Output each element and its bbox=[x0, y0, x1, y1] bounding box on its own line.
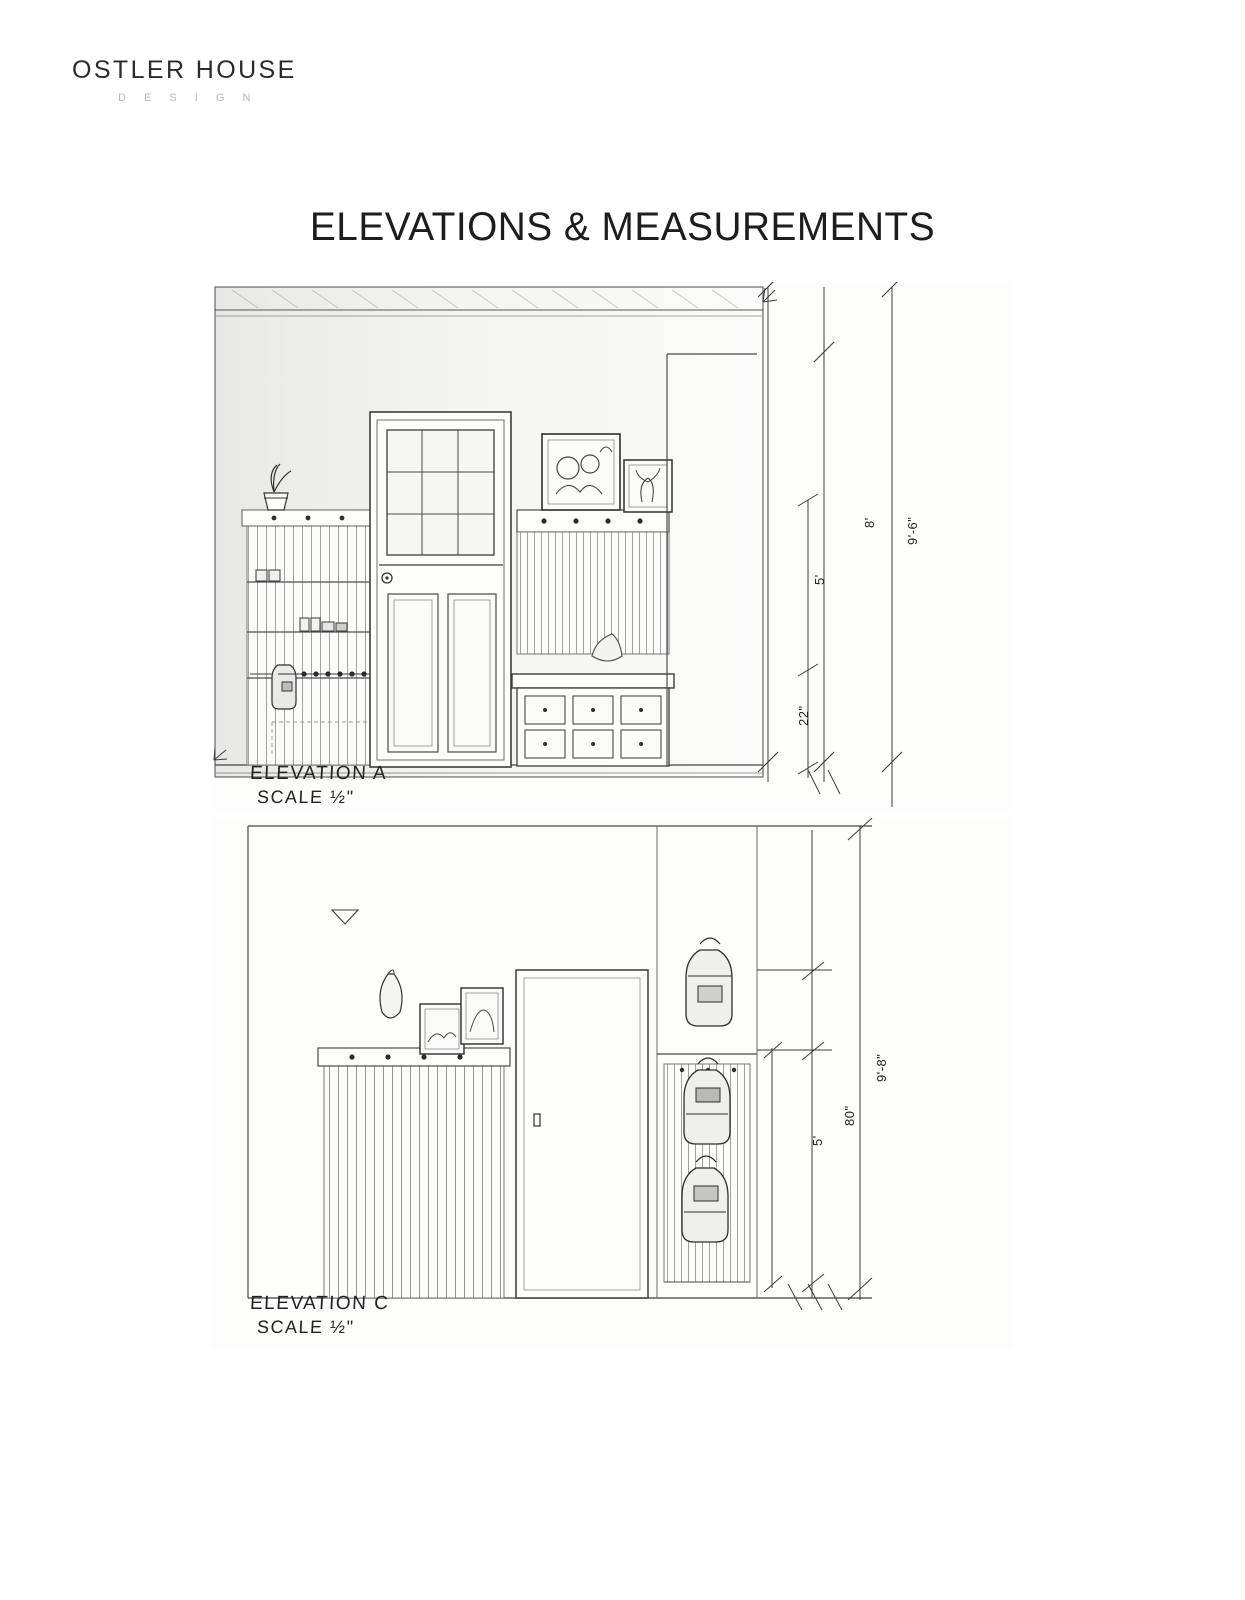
dim-a-bench-height: 22" bbox=[796, 705, 811, 726]
dim-c-ceiling-height: 80" bbox=[842, 1105, 857, 1126]
elevation-a-scale: SCALE ½" bbox=[256, 787, 355, 807]
brand-name: OSTLER HOUSE bbox=[72, 56, 297, 84]
interior-door bbox=[516, 970, 648, 1298]
brand-subtitle: D E S I G N bbox=[118, 92, 258, 104]
elevation-c-scale: SCALE ½" bbox=[256, 1317, 355, 1337]
elevation-c-label: ELEVATION C bbox=[249, 1293, 390, 1314]
hanging-hat bbox=[380, 970, 402, 1018]
page-title: ELEVATIONS & MEASUREMENTS bbox=[309, 205, 936, 249]
dim-c-hook-height: 5' bbox=[810, 1135, 825, 1146]
elevation-c-drawing bbox=[212, 818, 1012, 1348]
glass-panel-door bbox=[370, 412, 511, 767]
dimension-lines-c bbox=[757, 818, 872, 1310]
framed-art-pair bbox=[420, 988, 503, 1054]
dim-a-shelf-height: 5' bbox=[812, 574, 827, 585]
elevation-a-caption bbox=[250, 763, 387, 808]
framed-art-small bbox=[624, 460, 672, 512]
brand-logo bbox=[72, 58, 392, 104]
elevation-a-drawing bbox=[212, 282, 1012, 810]
elevation-a-label: ELEVATION A bbox=[249, 763, 388, 784]
beadboard-wall bbox=[242, 510, 382, 765]
backpack-upper bbox=[686, 938, 732, 1026]
hanging-bag bbox=[272, 665, 296, 709]
framed-art-large bbox=[542, 434, 620, 510]
elevation-c-caption bbox=[250, 1293, 389, 1338]
beadboard-wainscot bbox=[318, 1048, 510, 1298]
dim-a-wall-height: 8' bbox=[862, 517, 877, 528]
dim-c-overall-height: 9'-8" bbox=[874, 1053, 889, 1082]
dim-a-overall-height: 9'-6" bbox=[905, 516, 920, 545]
